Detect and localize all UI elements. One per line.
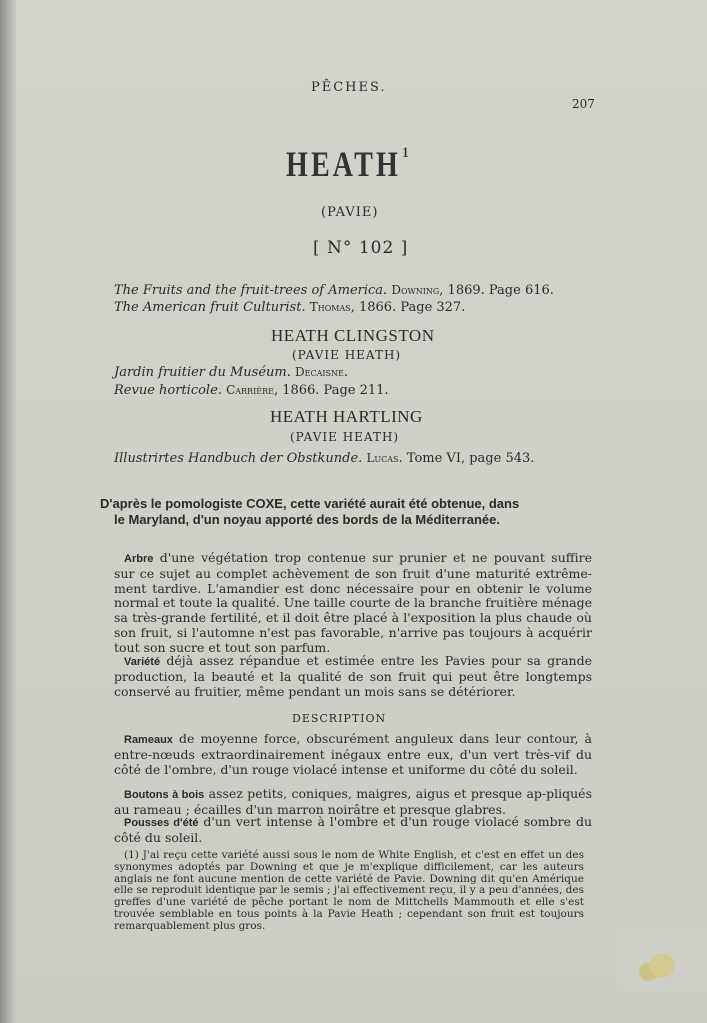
paragraph-text: de moyenne force, obscurément anguleux dans leur contour, à entre-nœuds extraordinairement inégaux entre eux, d'un vert très-vif du côté de l'ombre, d'un rouge violacé intense et uniforme du côté du soleil. [114,731,592,777]
synonym-subtitle: (PAVIE HEATH) [292,348,402,362]
paragraph-text: d'un vert intense à l'ombre et d'un rouge violacé sombre du côté du soleil. [114,814,592,845]
title-text: HEATH [286,144,401,184]
paragraph-pousses [114,815,592,846]
footnote: (1) J'ai reçu cette variété aussi sous le nom de White English, et c'est en effet un des synonymes adoptés par Downing et que je m'explique difficilement, car les auteurs anglais ne font aucune mention de cette variété de Pavie. Downing dit qu'en Amérique elle se reproduit identique par le semis ; j'ai effectivement reçu, il y a peu d'années, des greffes d'une variété de pêche portant le nom de Mittchells Mammouth et elle s'est trouvée semblable en tous points à la Pavie Heath ; cependant son fruit est toujours remarquablement plus gros. [114,849,584,932]
intro-line: le Maryland, d'un noyau apporté des bords de la Méditerranée. [114,512,500,527]
paragraph-text: assez petits, coniques, maigres, aigus et presque ap-pliqués au rameau ; écailles d'un marron noirâtre et presque glabres. [114,786,592,817]
paragraph-arbre [114,551,592,656]
description-heading: DESCRIPTION [292,712,387,725]
reference-details: . [343,365,348,380]
paragraph-label: Pousses d'été [124,817,199,829]
reference-work: Illustrirtes Handbuch der Obstkunde. [114,451,363,466]
running-head: PÊCHES. [311,80,387,95]
synonym-heading: HEATH HARTLING [270,407,423,426]
reference-work: The American fruit Culturist. [114,300,306,315]
paragraph-variete [114,654,592,699]
title-subtitle: (PAVIE) [321,205,379,220]
variety-number: [ N° 102 ] [313,238,409,258]
paragraph-boutons [114,787,592,818]
reference-line [114,451,534,466]
reference-line [114,383,389,398]
paragraph-rameaux [114,732,592,777]
title-footnote-mark: 1 [402,145,412,161]
synonym-heading: HEATH CLINGSTON [271,326,435,345]
page-number: 207 [572,97,595,111]
reference-author: Downing [391,283,440,297]
page-title [286,143,411,185]
book-page [16,0,707,1023]
paragraph-text: déjà assez répandue et estimée entre les Pavies pour sa grande production, la beauté et la qualité de son fruit qui peut être longtemps conservé au fruitier, même pendant un mois sans se détériorer. [114,653,592,699]
fruit-thumbnail-image [617,927,707,991]
reference-author: Lucas [366,451,399,465]
book-binding [0,0,16,1023]
reference-work: Revue horticole. [114,383,222,398]
paragraph-label: Variété [124,656,161,668]
paragraph-label: Rameaux [124,734,173,746]
reference-line [114,365,348,380]
intro-line: D'après le pomologiste COXE, cette variété aurait été obtenue, dans [100,496,520,511]
paragraph-label: Arbre [124,553,154,565]
reference-line [114,300,465,315]
reference-details: , 1866. Page 211. [273,383,389,398]
reference-work: The Fruits and the fruit-trees of America. [114,283,388,298]
reference-details: . Tome VI, page 543. [398,451,535,466]
reference-author: Decaisne [295,365,344,379]
reference-author: Carrière [226,383,274,397]
synonym-subtitle: (PAVIE HEATH) [290,430,400,444]
reference-details: , 1866. Page 327. [350,300,466,315]
reference-work: Jardin fruitier du Muséum. [114,365,291,380]
paragraph-label: Boutons à bois [124,789,205,801]
paragraph-text: d'une végétation trop contenue sur prunier et ne pouvant suffire sur ce sujet au complet achèvement de son fruit d'une maturité extrême-ment tardive. L'amandier est donc nécessaire pour en obtenir le volume normal et toute la qualité. Une taille courte de la branche fruitière ménage sa très-grande fertilité, et il doit être placé à l'exposition la plus chaude où son fruit, si l'automne n'est pas favorable, n'arrive pas toujours à acquérir tout son sucre et tout son parfum. [114,550,592,655]
reference-details: , 1869. Page 616. [439,283,554,298]
reference-author: Thomas [309,300,351,314]
reference-line [114,283,554,298]
